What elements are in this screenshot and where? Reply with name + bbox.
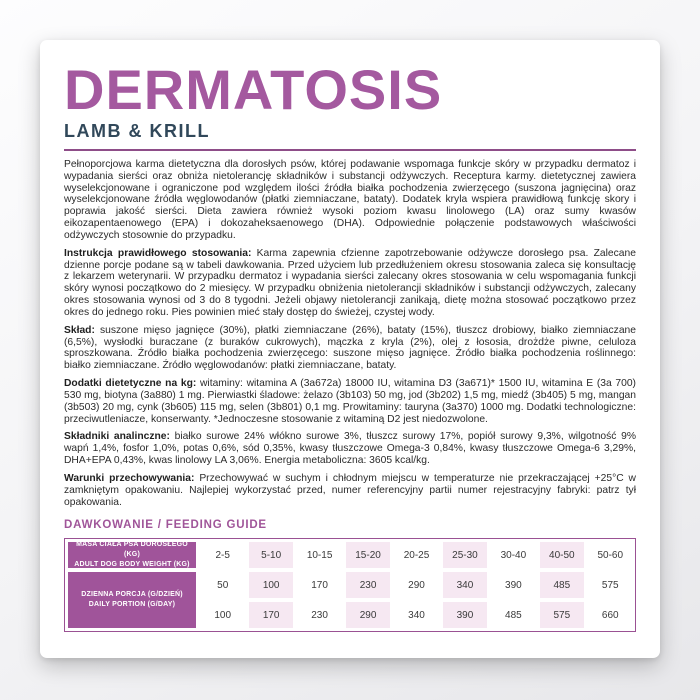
paragraph-dietary-additives	[64, 378, 636, 425]
paragraph-lead: Składniki analinczne:	[64, 431, 170, 443]
weight-cell: 5-10	[249, 542, 292, 568]
portion-min-cell: 575	[601, 579, 619, 591]
paragraph-analytical-constituents	[64, 431, 636, 466]
weight-header-cell	[68, 542, 196, 568]
portion-min-cell: 340	[443, 572, 486, 598]
paragraph-text: Przechowywać w suchym i chłodnym miejscu w temperaturze nie przekraczającej +25°C w zamkniętym opakowaniu. Najlepiej wykorzystać przed, numer referencyjny partii numer rejestracyjny fabryki: patrz tył opakowania.	[64, 472, 636, 508]
paragraph-storage-conditions	[64, 473, 636, 508]
paragraph-lead: Instrukcja prawidłowego stosowania:	[64, 247, 252, 259]
portion-min-cell: 170	[311, 579, 328, 591]
paragraph-lead: Warunki przechowywania:	[64, 472, 195, 484]
portion-max-cell: 340	[408, 609, 425, 621]
product-subtitle: LAMB & KRILL	[64, 121, 210, 141]
portion-min-cell: 100	[249, 572, 292, 598]
paragraph-lead: Skład:	[64, 324, 95, 336]
portion-header-pl: DZIENNA PORCJA (G/DZIEŃ)	[81, 591, 183, 599]
feeding-guide-heading: DAWKOWANIE / FEEDING GUIDE	[64, 519, 267, 532]
portion-header-cell	[68, 572, 196, 628]
portion-max-cell: 290	[346, 602, 389, 628]
paragraph-text: suszone mięso jagnięce (30%), płatki ziemniaczane (26%), bataty (15%), tłuszcz drobiowy, białko ziemniaczane (6,5%), wysłodki buraczane (z buraków cukrowych), mączka z kryla (2%), olej z łososia, drożdże piwne, celuloza sproszkowana. Źródło białka pochodzenia zwierzęcego: suszone mięso jagnięce. Źródło białka pochodzenia roślinnego: białko ziemniaczane. Źródło węglowodanów: płatki ziemniaczane, bataty.	[64, 324, 636, 372]
weight-cell: 15-20	[346, 542, 389, 568]
weight-cell: 20-25	[403, 549, 430, 561]
portion-min-cell: 230	[346, 572, 389, 598]
weight-cell: 40-50	[540, 542, 583, 568]
feeding-guide-grid	[68, 542, 632, 628]
weight-cell: 2-5	[215, 549, 230, 561]
product-label-card	[40, 40, 660, 658]
header-divider	[64, 149, 636, 151]
weight-cell: 50-60	[597, 549, 624, 561]
portion-max-cell: 100	[214, 609, 232, 621]
paragraph-usage-instructions	[64, 248, 636, 319]
weight-cell: 25-30	[443, 542, 486, 568]
weight-cell: 10-15	[306, 549, 333, 561]
portion-header-en: DAILY PORTION (G/DAY)	[88, 601, 176, 609]
paragraph-text: Karma zapewnia cfzienne zapotrzebowanie odżywcze dorosłego psa. Zalecane dzienne porcje podane są w tabeli dawkowania. Przed użyciem lub przedłużeniem okresu stosowania zaleca się konsultację z lekarzem weterynarii. W przypadku dermatoz i wypadania sierści zalecany okres stosowania w celu wspomagania funkcji skóry wynosi początkowo do 2 miesięcy. W przypadku obniżenia nietolerancji składników i substancji odżywczych, zalecany okres stosowania wynosi od 3 do 8 tygodni. Jeżeli objawy nietolerancji zanikają, dietę można stosować początkowo przez okres do jednego roku. Pies powinien mieć stały dostęp do świeżej, czystej wody.	[64, 247, 636, 318]
portion-min-cell: 485	[540, 572, 583, 598]
portion-max-cell: 390	[443, 602, 486, 628]
portion-max-cell: 575	[540, 602, 583, 628]
paragraph-lead: Dodatki dietetyczne na kg:	[64, 378, 197, 390]
weight-header-en: ADULT DOG BODY WEIGHT (KG)	[74, 561, 190, 569]
portion-max-cell: 660	[601, 609, 619, 621]
portion-max-cell: 170	[249, 602, 292, 628]
paragraph-text: białko surowe 24% włókno surowe 3%, tłuszcz surowy 17%, popiół surowy 9,3%, wilgotność 9% wapń 1,4%, fosfor 1,0%, potas 0,6%, sód 0,35%, kwasy tłuszczowe Omega-3 0,84%, kwasy tłuszczowe Omega-6 3,29%, DHA+EPA 0,43%, kwas linolowy LA 3,06%. Energia metaboliczna: 3605 kcal/kg.	[64, 431, 636, 467]
portion-min-cell: 290	[408, 579, 425, 591]
feeding-guide-table	[64, 538, 636, 632]
portion-max-cell: 485	[505, 609, 522, 621]
portion-min-cell: 390	[505, 579, 522, 591]
paragraph-composition	[64, 325, 636, 372]
portion-max-cell: 230	[311, 609, 328, 621]
product-title: DERMATOSIS	[64, 58, 443, 121]
portion-min-cell: 50	[217, 579, 229, 591]
weight-cell: 30-40	[500, 549, 527, 561]
paragraph-text: Pełnoporcjowa karma dietetyczna dla dorosłych psów, której podawanie wspomaga funkcje skóry w przypadku dermatoz i wypadania sierści oraz obniża nietolerancję składników i substancji odżywczych. Receptura karmy. dietetycznej zawiera wyselekcjonowane i ograniczone pod względem ilości źródła białka pochodzenia zwierzęcego (suszona jagnięcina) oraz wyselekcjonowane źródła węglowodanów (płatki ziemniaczane, bataty). Dodatek kryla wspiera prawidłową funkcję skory i poprawia jakość sierści. Dieta zawiera również wysoki poziom kwasu linolowego (LA) oraz sumy kwasów eikozapentaenowego (EPA) i dokozaheksaenowego (DHA). Odpowiednie połączenie podstawowych właściwości odżywczych stosownie do przypadku.	[64, 159, 636, 241]
weight-header-pl: MASA CIAŁA PSA DOROSŁEGO (KG)	[76, 541, 188, 559]
paragraph-description	[64, 159, 636, 242]
paragraph-text: witaminy: witamina A (3a672a) 18000 IU, witamina D3 (3a671)* 1500 IU, witamina E (3a 700) 530 mg, biotyna (3a880) 1 mg. Pierwiastki śladowe: żelazo (3b103) 50 mg, jod (3b202) 1,5 mg, miedź (3b405) 5 mg, mangan (3b503) 20 mg, cynk (3b605) 115 mg, selen (3b801) 0,1 mg. Prowitaminy: tauryna (3a370) 1000 mg. Dodatki technologiczne: przeciwutleniacze, konserwanty. *Jednoczesne stosowanie z witaminą D2 jest niedozwolone.	[64, 378, 636, 425]
